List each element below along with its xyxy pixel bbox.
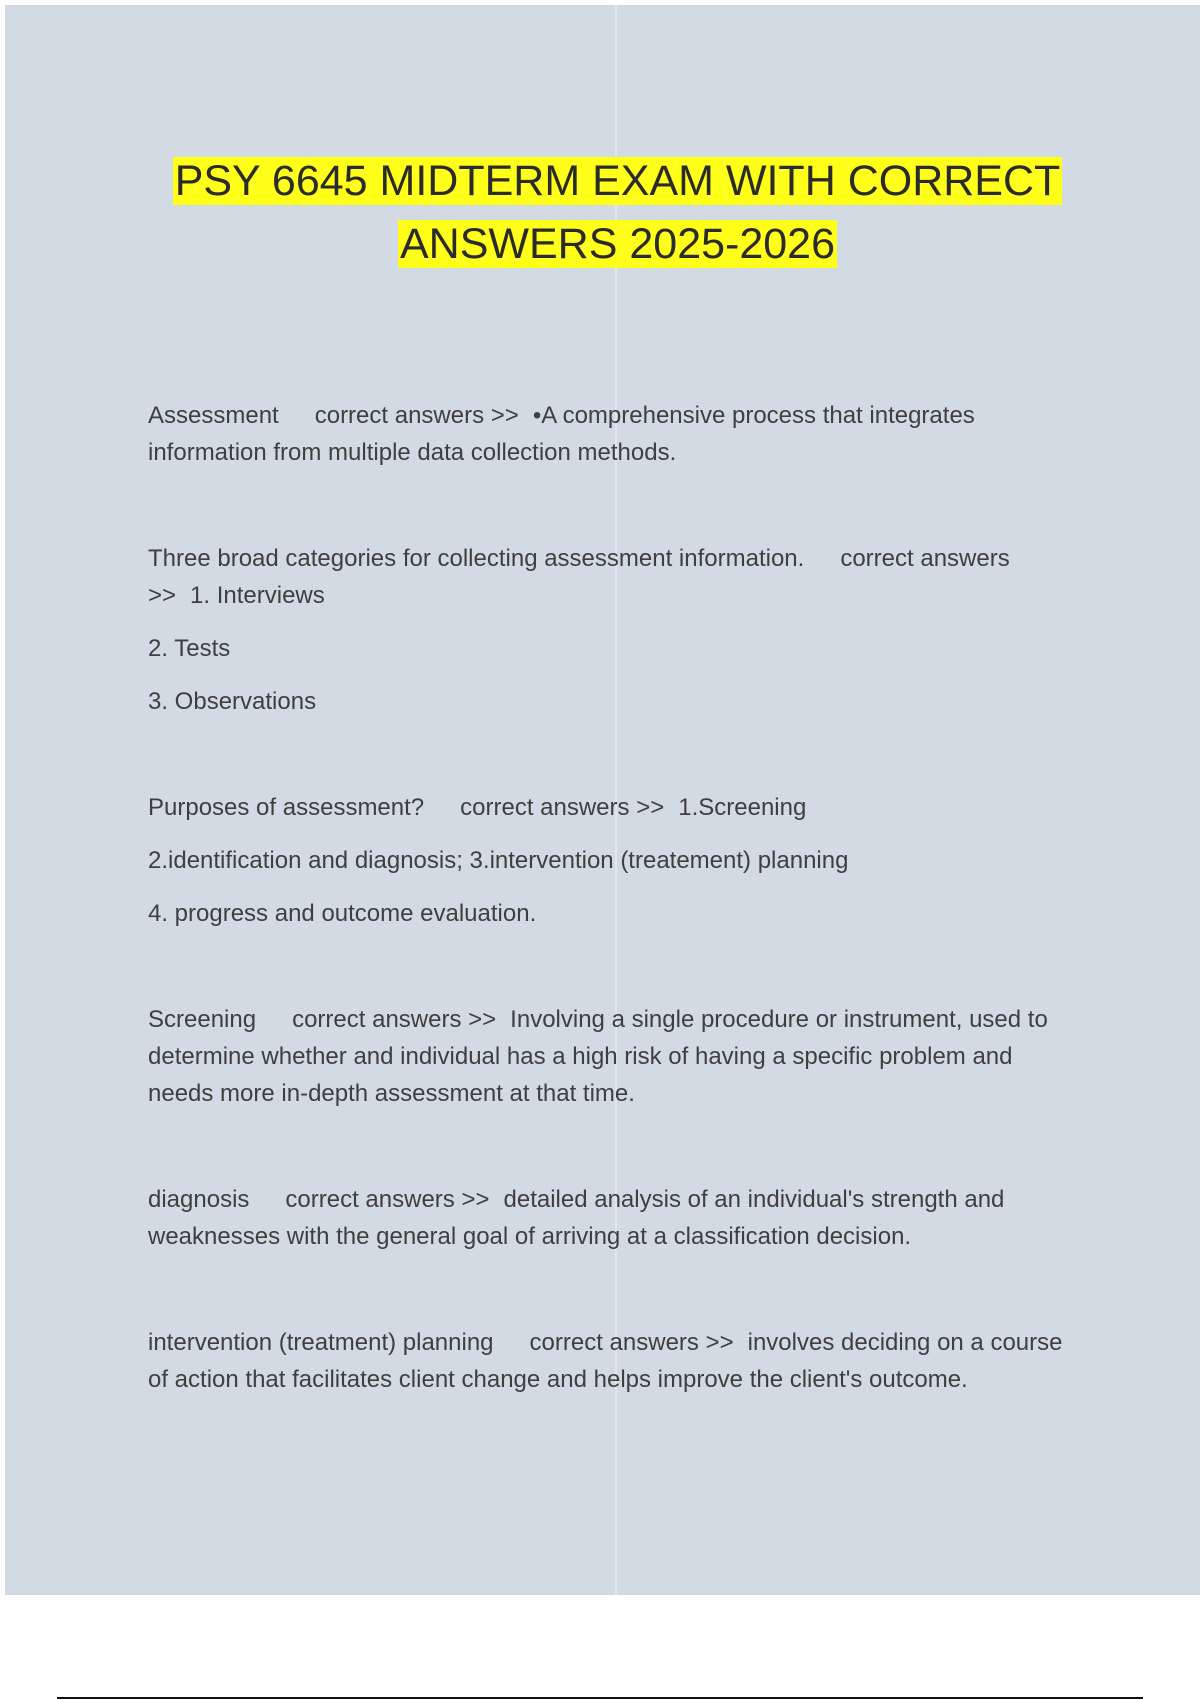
- qa-item-assessment: [148, 397, 1078, 471]
- correct-answers-label: correct answers >>: [460, 794, 665, 821]
- qa-item-purposes: [148, 789, 1078, 932]
- qa-answer-line: 4. progress and outcome evaluation.: [148, 900, 537, 927]
- title-line-2: [0, 213, 1200, 276]
- qa-answer-line: 2. Tests: [148, 635, 231, 662]
- qa-answer: involves deciding on a course of action that facilitates client change and helps improve the client's outcome.: [148, 1329, 1063, 1393]
- qa-answer: •A comprehensive process that integrates information from multiple data collection methods.: [148, 402, 975, 466]
- document-title: [0, 150, 1200, 276]
- qa-term: intervention (treatment) planning: [148, 1329, 494, 1356]
- qa-answer: 1.Screening: [678, 794, 807, 821]
- title-line-1: [0, 150, 1200, 213]
- correct-answers-label: correct answers >>: [148, 545, 1010, 609]
- qa-item-three-categories: [148, 540, 1078, 720]
- qa-term: Three broad categories for collecting assessment information.: [148, 545, 805, 572]
- qa-answer: Involving a single procedure or instrument, used to determine whether and individual has a high risk of having a specific problem and needs more in-depth assessment at that time.: [148, 1006, 1048, 1107]
- qa-answer-line: 2.identification and diagnosis; 3.intervention (treatement) planning: [148, 847, 849, 874]
- correct-answers-label: correct answers >>: [314, 402, 519, 429]
- qa-term: Assessment: [148, 402, 279, 429]
- qa-answer: detailed analysis of an individual's strength and weaknesses with the general goal of arriving at a classification decision.: [148, 1186, 1005, 1250]
- qa-answer: 1. Interviews: [190, 582, 325, 609]
- qa-term: Screening: [148, 1006, 257, 1033]
- correct-answers-label: correct answers >>: [285, 1186, 490, 1213]
- title-line-1-text: PSY 6645 MIDTERM EXAM WITH CORRECT: [174, 157, 1061, 205]
- question-answer-list: [148, 397, 1078, 1398]
- title-line-2-text: ANSWERS 2025-2026: [400, 220, 835, 268]
- qa-term: Purposes of assessment?: [148, 794, 425, 821]
- footer-rule: [57, 1697, 1143, 1699]
- qa-item-diagnosis: [148, 1181, 1078, 1255]
- qa-term: diagnosis: [148, 1186, 250, 1213]
- qa-answer-line: 3. Observations: [148, 688, 317, 715]
- correct-answers-label: correct answers >>: [529, 1329, 734, 1356]
- correct-answers-label: correct answers >>: [292, 1006, 497, 1033]
- qa-item-screening: [148, 1001, 1078, 1112]
- qa-item-intervention-planning: [148, 1324, 1078, 1398]
